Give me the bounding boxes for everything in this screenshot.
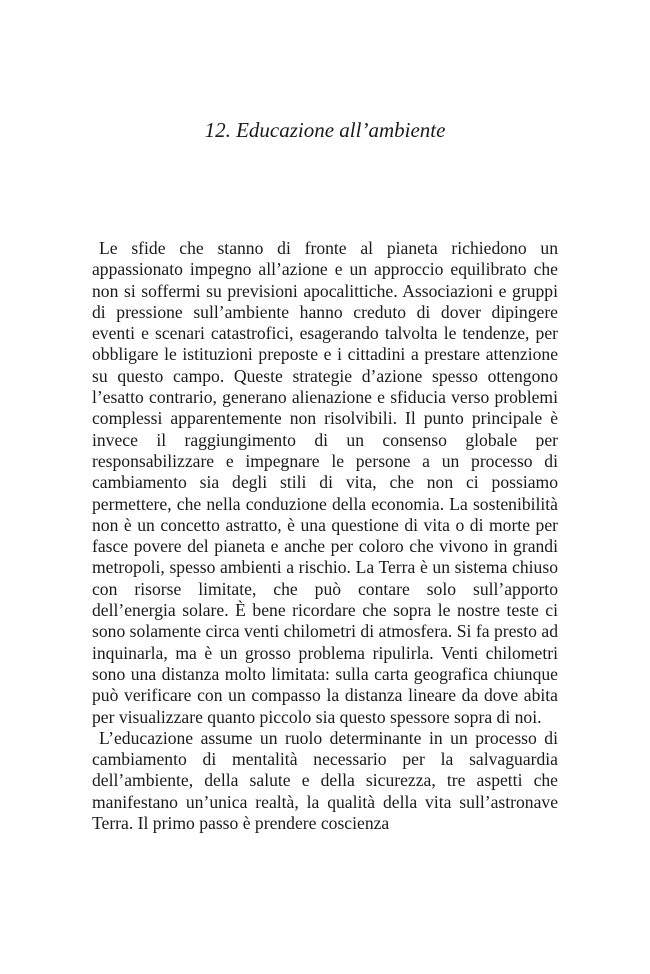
paragraph: Le sfide che stanno di fronte al pianeta richiedono un appassionato impegno all’azione e un approccio equilibrato che non si soffermi su previsioni apocalittiche. Associazioni e gruppi di pressione sull’ambiente hanno creduto di dover dipingere eventi e scenari catastrofici, esagerando talvolta le tendenze, per obbligare le istituzioni preposte e i cittadini a prestare attenzione su questo campo. Queste strategie d’azione spesso ottengono l’esatto contrario, generano alienazione e sfiducia verso problemi complessi apparentemente non risolvibili. Il punto principale è invece il raggiungimento di un consenso globale per responsabilizzare e impegnare le persone a un processo di cambiamento sia degli stili di vita, che non ci possiamo permettere, che nella conduzione della economia. La sostenibilità non è un concetto astratto, è una questione di vita o di morte per fasce povere del pianeta e anche per coloro che vivono in grandi metropoli, spesso ambienti a rischio. La Terra è un sistema chiuso con risorse limitate, che può contare solo sull’apporto dell’energia solare. È bene ricordare che sopra le nostre teste ci sono solamente circa venti chilometri di atmosfera. Si fa presto ad inquinarla, ma è un grosso problema ripulirla. Venti chilometri sono una distanza molto limitata: sulla carta geografica chiunque può verificare con un compasso la distanza lineare da dove abita per visualizzare quanto piccolo sia questo spessore sopra di noi. <box>92 238 558 727</box>
chapter-title: 12. Educazione all’ambiente <box>204 118 446 142</box>
paragraph: L’educazione assume un ruolo determinante in un processo di cambiamento di mentalità necessario per la salvaguardia dell’ambiente, della salute e della sicurezza, tre aspetti che manifestano un’unica realtà, la qualità della vita sull’astronave Terra. Il primo passo è prendere coscienza <box>92 727 558 834</box>
chapter-body <box>92 238 558 834</box>
